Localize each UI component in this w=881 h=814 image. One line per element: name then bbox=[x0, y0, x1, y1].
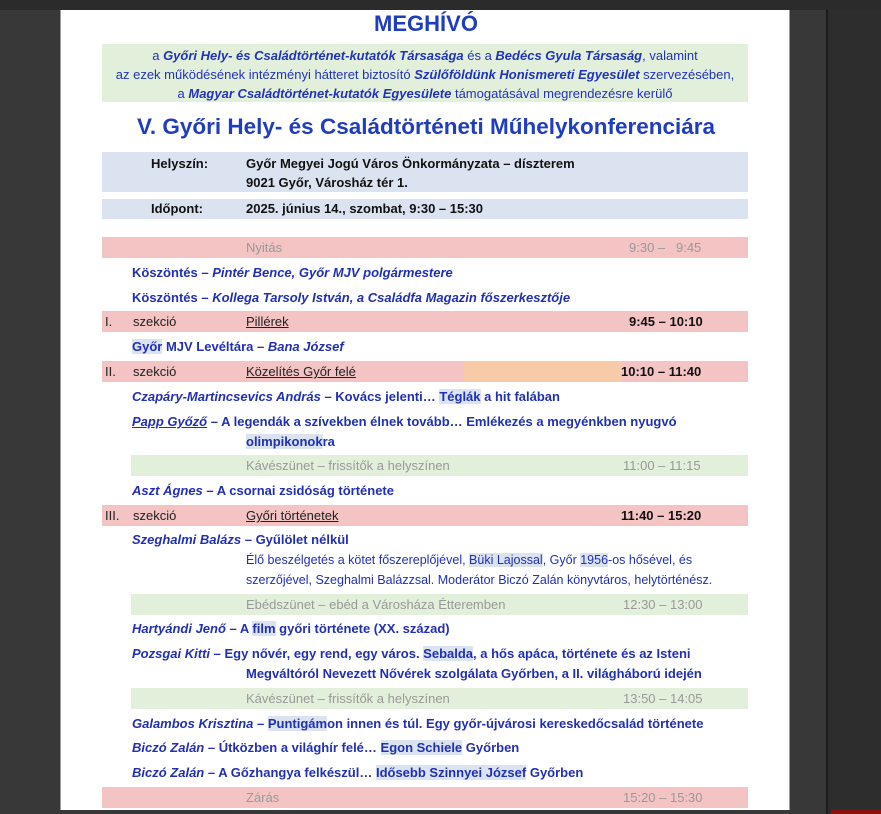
talk-7-cont: Megváltóról Nevezett Nővérek szolgálata Győrben, a II. világháború idején bbox=[246, 666, 702, 681]
intro-line-1: a Győri Hely- és Családtörténet-kutatók Társasága és a Bedécs Gyula Társaság, valamint bbox=[152, 48, 698, 63]
viewer-side-panel bbox=[826, 10, 881, 814]
section-3-szekcio: szekció bbox=[133, 508, 177, 523]
talk-1: Győr MJV Levéltára – Bana József bbox=[132, 339, 344, 354]
section-1-szekcio: szekció bbox=[133, 314, 177, 329]
talk-9: Biczó Zalán – Útközben a világhír felé… Egon Schiele Győrben bbox=[132, 740, 520, 755]
lunch-break-time: 12:30 – 13:00 bbox=[623, 597, 703, 612]
talk-5: Szeghalmi Balázs – Gyűlölet nélkül bbox=[132, 532, 349, 547]
talk-5-desc-2: szerzőjével, Szeghalmi Balázzsal. Moderátor Biczó Zalán könyvtáros, helytörténész. bbox=[246, 573, 713, 587]
talk-5-desc-1: Élő beszélgetés a kötet főszereplőjével, Büki Lajossal, Győr 1956-os hősével, és bbox=[246, 553, 693, 567]
talk-6: Hartyándi Jenő – A film győri története (XX. század) bbox=[132, 621, 450, 636]
date-value: 2025. június 14., szombat, 9:30 – 15:30 bbox=[246, 201, 484, 216]
section-2-highlight bbox=[464, 361, 622, 382]
talk-10: Biczó Zalán – A Gőzhangya felkészül… Idősebb Szinnyei József Győrben bbox=[132, 765, 584, 780]
greeting-1: Köszöntés – Pintér Bence, Győr MJV polgármestere bbox=[132, 265, 453, 280]
invitation-title: MEGHÍVÓ bbox=[374, 11, 478, 36]
talk-8: Galambos Krisztina – Puntigámon innen és túl. Egy győr-újvárosi kereskedőcsalád története bbox=[132, 716, 704, 731]
talk-3: Papp Győző – A legendák a szívekben élnek tovább… Emlékezés a megyénkben nyugvó bbox=[132, 414, 677, 429]
greeting-2: Köszöntés – Kollega Tarsoly István, a Családfa Magazin főszerkesztője bbox=[132, 290, 571, 305]
opening-row bbox=[102, 237, 748, 258]
lunch-break bbox=[131, 594, 748, 615]
coffee-break-1-label: Kávészünet – frissítők a helyszínen bbox=[246, 458, 450, 473]
lunch-break-label: Ebédszünet – ebéd a Városháza Étteremben bbox=[246, 597, 506, 612]
date-block bbox=[102, 199, 748, 219]
coffee-break-1-time: 11:00 – 11:15 bbox=[623, 458, 701, 473]
intro-block bbox=[102, 44, 748, 102]
section-1-time: 9:45 – 10:10 bbox=[629, 314, 703, 329]
opening-label: Nyitás bbox=[246, 240, 283, 255]
intro-line-2: az ezek működésének intézményi hátteret biztosító Szülőföldünk Honismereti Egyesület szervezésében, bbox=[115, 67, 735, 82]
talk-2: Czapáry-Martincsevics András – Kovács jelenti… Téglák a hit falában bbox=[132, 389, 560, 404]
section-2-title: Közelítés Győr felé bbox=[246, 364, 356, 379]
date-label: Időpont: bbox=[151, 201, 203, 216]
section-2-row bbox=[102, 361, 748, 382]
location-block bbox=[102, 152, 748, 192]
document-page bbox=[60, 10, 790, 810]
coffee-break-1 bbox=[131, 455, 748, 476]
section-3-time: 11:40 – 15:20 bbox=[621, 508, 702, 523]
coffee-break-2-time: 13:50 – 14:05 bbox=[623, 691, 703, 706]
location-label: Helyszín: bbox=[151, 156, 209, 171]
talk-3-cont: olimpikonokra bbox=[246, 434, 335, 449]
conference-title: V. Győri Hely- és Családtörténeti Műhelykonferenciára bbox=[136, 114, 716, 139]
closing-time: 15:20 – 15:30 bbox=[623, 790, 703, 805]
closing-label: Zárás bbox=[246, 790, 280, 805]
talk-7: Pozsgai Kitti – Egy nővér, egy rend, egy város. Sebalda, a hős apáca, története és az Isteni bbox=[132, 646, 691, 661]
section-3-row bbox=[102, 505, 748, 526]
section-1-title: Pillérek bbox=[246, 314, 289, 329]
viewer-bottom-accent bbox=[831, 810, 881, 814]
coffee-break-2 bbox=[131, 688, 748, 709]
talk-4: Aszt Ágnes – A csornai zsidóság története bbox=[132, 483, 394, 498]
intro-line-3: a Magyar Családtörténet-kutatók Egyesülete támogatásával megrendezésre kerülő bbox=[177, 86, 673, 101]
section-3-number: III. bbox=[105, 508, 120, 523]
section-2-number: II. bbox=[105, 364, 116, 379]
section-3-title: Győri történetek bbox=[246, 508, 339, 523]
coffee-break-2-label: Kávészünet – frissítők a helyszínen bbox=[246, 691, 450, 706]
location-line-2: 9021 Győr, Városház tér 1. bbox=[246, 175, 408, 190]
section-1-number: I. bbox=[105, 314, 113, 329]
closing-row bbox=[102, 787, 748, 808]
location-line-1: Győr Megyei Jogú Város Önkormányzata – díszterem bbox=[246, 156, 575, 171]
opening-time: 9:30 – 9:45 bbox=[629, 240, 702, 255]
viewer-top-bar bbox=[0, 0, 881, 10]
viewer-scrollbar[interactable] bbox=[826, 10, 828, 814]
section-2-time: 10:10 – 11:40 bbox=[621, 364, 702, 379]
section-2-szekcio: szekció bbox=[133, 364, 177, 379]
section-1-row bbox=[102, 311, 748, 332]
